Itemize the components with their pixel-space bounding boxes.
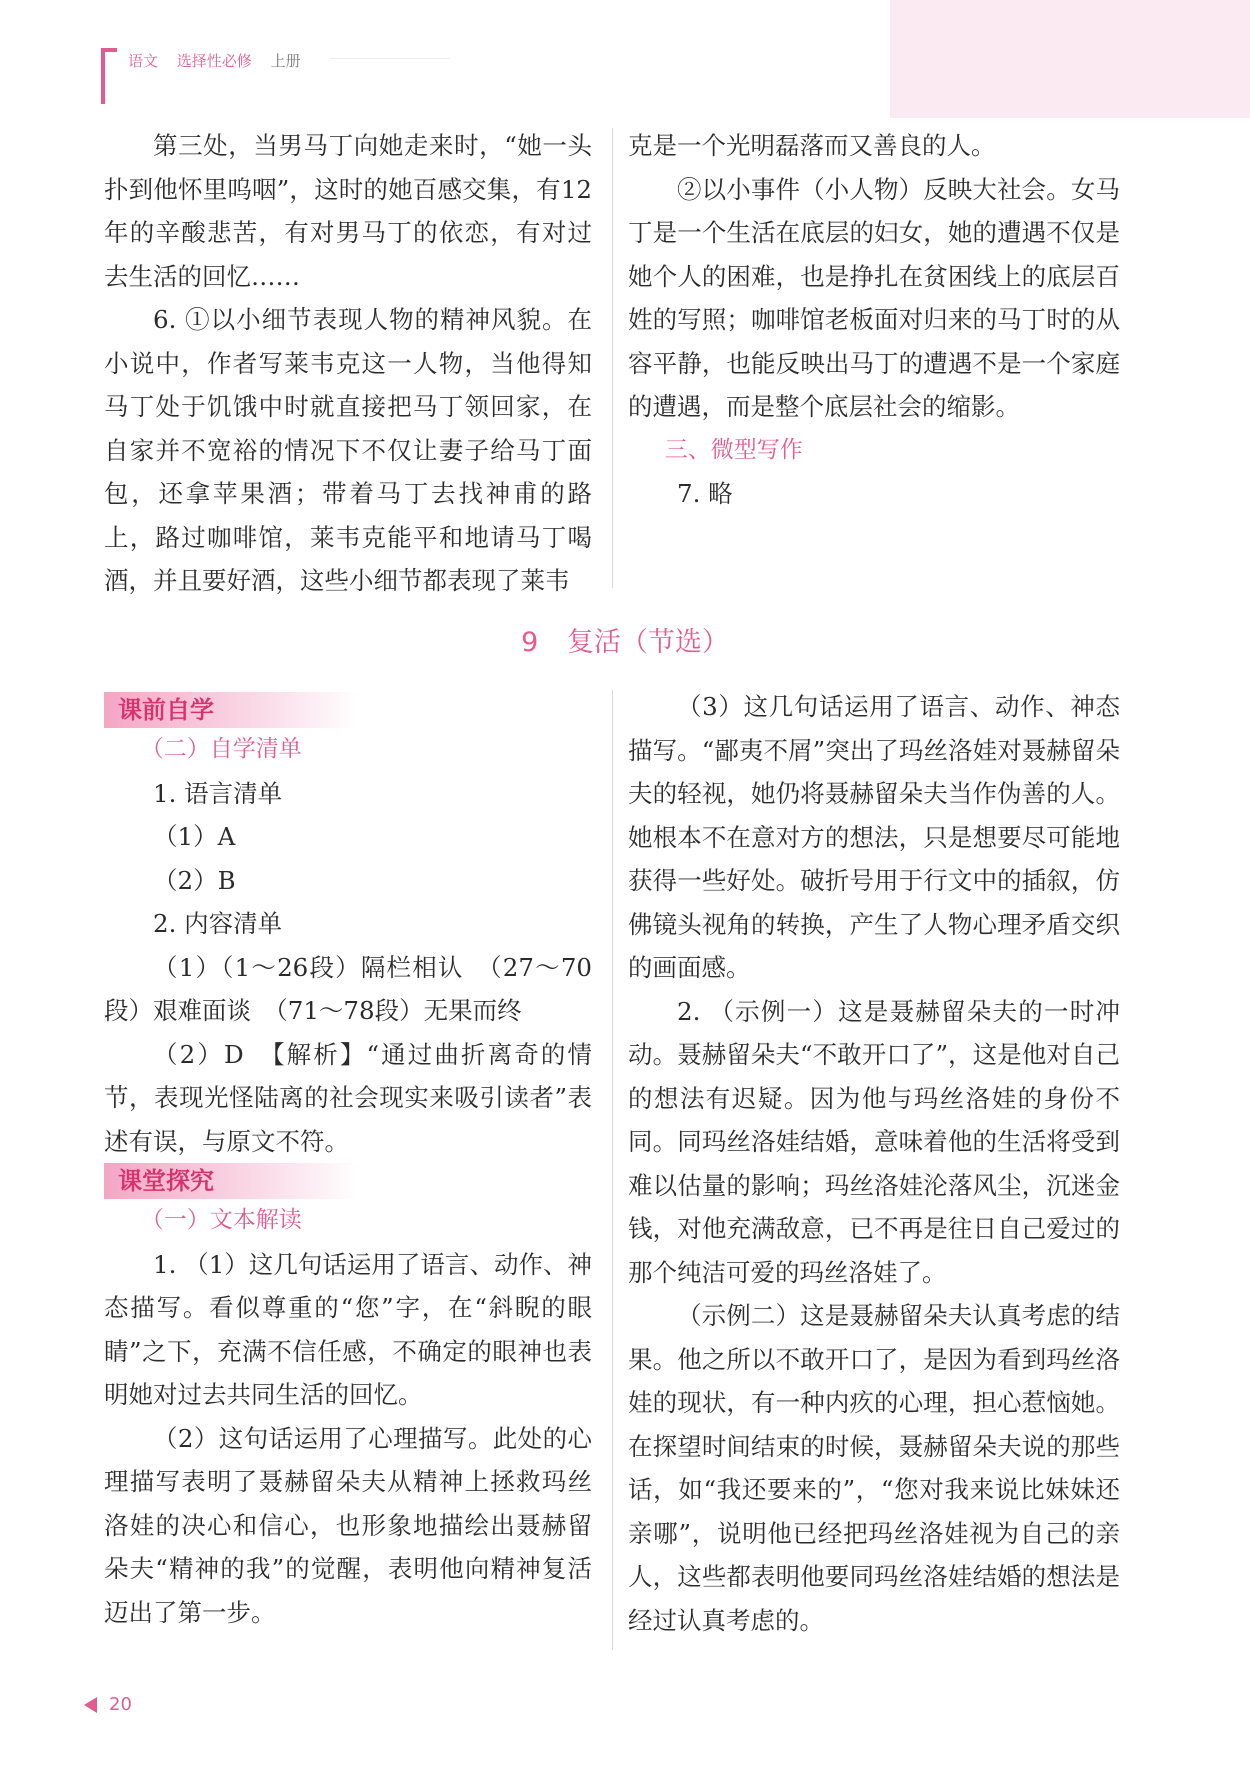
chapter-number: 9 <box>521 627 539 658</box>
paragraph: （3）这几句话运用了语言、动作、神态描写。“鄙夷不屑”突出了玛丝洛娃对聂赫留朵夫的轻视，她仍将聂赫留朵夫当作伪善的人。她根本不在意对方的想法，只是想要尽可能地获得一些好处。破折号用于行文中的插叙，仿佛镜头视角的转换，产生了人物心理矛盾交织的画面感。 <box>628 692 1120 982</box>
section-banner: 课堂探究 <box>104 1163 358 1199</box>
chapter-name: 复活（节选） <box>566 627 729 658</box>
section-banner: 课前自学 <box>104 692 358 728</box>
running-header <box>128 50 315 71</box>
paragraph: （1）（1～26段）隔栏相认 （27～70段）艰难面谈 （71～78段）无果而终 <box>104 952 592 1025</box>
paragraph: （2）D 【解析】“通过曲折离奇的情节，表现光怪陆离的社会现实来吸引读者”表述有误，与原文不符。 <box>104 1039 592 1156</box>
header-subject: 语文 <box>128 52 159 70</box>
paragraph: （示例二）这是聂赫留朵夫认真考虑的结果。他之所以不敢开口了，是因为看到玛丝洛娃的现状，有一种内疚的心理，担心惹恼她。在探望时间结束的时候，聂赫留朵夫说的那些话，如“我还要来的”，“您对我来说比妹妹还亲哪”，说明他已经把玛丝洛娃视为自己的亲人，这些都表明他要同玛丝洛娃结婚的想法是经过认真考虑的。 <box>628 1301 1120 1635</box>
top-left-column <box>104 124 592 603</box>
paragraph: （2）这句话运用了心理描写。此处的心理描写表明了聂赫留朵夫从精神上拯救玛丝洛娃的决心和信心，也形象地描绘出聂赫留朵夫“精神的我”的觉醒，表明他向精神复活迈出了第一步。 <box>104 1423 592 1627</box>
triangle-left-icon <box>84 1697 97 1713</box>
paragraph: 7. 略 <box>677 479 733 508</box>
subsection-heading: （二）自学清单 <box>140 736 302 762</box>
page-number: 20 <box>109 1694 132 1715</box>
chapter-title <box>0 620 1250 659</box>
paragraph: （2）B <box>153 865 236 895</box>
paragraph: 克是一个光明磊落而又善良的人。 <box>628 131 996 160</box>
column-divider <box>612 690 613 1650</box>
bottom-right-column <box>628 685 1120 1642</box>
column-divider <box>612 128 613 588</box>
paragraph: 第三处，当男马丁向她走来时，“她一头扑到他怀里呜咽”，这时的她百感交集，有12年的辛酸悲苦，有对男马丁的依恋，有对过去生活的回忆…… <box>104 131 592 291</box>
paragraph: 2. （示例一）这是聂赫留朵夫的一时冲动。聂赫留朵夫“不敢开口了”，这是他对自己的想法有迟疑。因为他与玛丝洛娃的身份不同。同玛丝洛娃结婚，意味着他的生活将受到难以估量的影响；玛丝洛娃沦落风尘，沉迷金钱，对他充满敌意，已不再是往日自己爱过的那个纯洁可爱的玛丝洛娃了。 <box>628 996 1120 1287</box>
paragraph: （1）A <box>153 822 236 851</box>
corner-mark <box>101 48 117 104</box>
paragraph: 2. 内容清单 <box>153 909 283 938</box>
section-heading: 三、微型写作 <box>664 436 803 463</box>
header-rule <box>330 58 450 59</box>
subsection-heading: （一）文本解读 <box>140 1207 302 1233</box>
paragraph: 6. ①以小细节表现人物的精神风貌。在小说中，作者写莱韦克这一人物，当他得知马丁处于饥饿中时就直接把马丁领回家，在自家并不宽裕的情况下不仅让妻子给马丁面包，还拿苹果酒；带着马丁去找神甫的路上，路过咖啡馆，莱韦克能平和地请马丁喝酒，并且要好酒，这些小细节都表现了莱韦 <box>104 305 592 595</box>
paragraph: ②以小事件（小人物）反映大社会。女马丁是一个生活在底层的妇女，她的遭遇不仅是她个人的困难，也是挣扎在贫困线上的底层百姓的写照；咖啡馆老板面对归来的马丁时的从容平静，也能反映出马丁的遭遇不是一个家庭的遭遇，而是整个底层社会的缩影。 <box>628 174 1120 421</box>
top-right-column <box>628 124 1120 516</box>
paragraph: 1. 语言清单 <box>153 778 283 808</box>
paragraph: 1. （1）这几句话运用了语言、动作、神态描写。看似尊重的“您”字，在“斜睨的眼睛”之下，充满不信任感，不确定的眼神也表明她对过去共同生活的回忆。 <box>104 1249 592 1409</box>
header-book: 选择性必修 <box>176 52 252 70</box>
header-decoration <box>890 0 1250 118</box>
page-footer <box>84 1694 132 1715</box>
bottom-left-column <box>104 692 592 1634</box>
header-volume: 上册 <box>270 52 301 70</box>
